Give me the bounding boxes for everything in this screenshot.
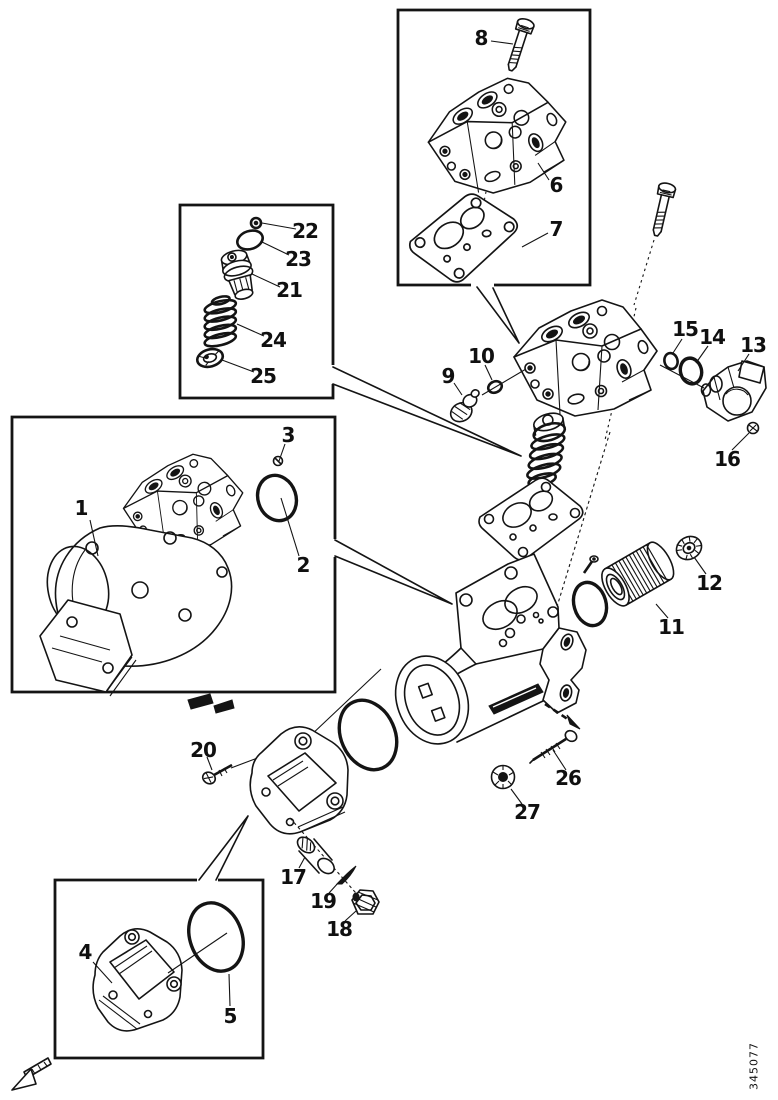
part-6-head: [423, 73, 573, 199]
callout-15: 15: [672, 317, 698, 341]
part-13-solenoid-valve: [702, 361, 767, 421]
callout-1: 1: [74, 496, 88, 520]
part-1-pump-assembly: [40, 450, 248, 713]
part-16-screw: [748, 423, 759, 434]
part-20-screw: [201, 765, 232, 786]
callout-14: 14: [699, 325, 725, 349]
part-12-nut: [672, 532, 706, 564]
part-head-main: [514, 300, 657, 416]
callout-25: 25: [250, 364, 276, 388]
part-4-cover: [93, 929, 182, 1031]
callout-2: 2: [296, 553, 310, 577]
callout-26: 26: [555, 766, 581, 790]
callout-7: 7: [549, 217, 563, 241]
callout-10: 10: [468, 344, 494, 368]
part-7-gasket: [405, 190, 522, 287]
part-stud: [584, 556, 598, 573]
callout-5: 5: [223, 1004, 237, 1028]
part-24-spring: [195, 294, 245, 349]
callout-13: 13: [740, 333, 766, 357]
part-front-cover: [250, 727, 348, 834]
part-3-screw: [274, 457, 283, 466]
part-5-oring: [180, 895, 253, 979]
callout-23: 23: [285, 247, 311, 271]
part-23-oring: [235, 227, 265, 252]
callout-11: 11: [658, 615, 684, 639]
part-11-gear: [596, 538, 678, 610]
part-22-seal: [251, 218, 261, 228]
callout-6: 6: [549, 173, 563, 197]
callout-22: 22: [292, 219, 318, 243]
figure-number: 345077: [747, 1042, 761, 1090]
callout-21: 21: [276, 278, 302, 302]
callout-12: 12: [696, 571, 722, 595]
part-2-oring: [252, 470, 302, 525]
callout-19: 19: [310, 889, 336, 913]
callout-8: 8: [474, 26, 488, 50]
callout-4: 4: [78, 940, 92, 964]
callout-17: 17: [280, 865, 306, 889]
part-25-seat: [195, 346, 225, 369]
callout-18: 18: [326, 917, 352, 941]
callout-3: 3: [281, 423, 295, 447]
callout-24: 24: [260, 328, 286, 352]
callout-20: 20: [190, 738, 216, 762]
part-18-fitting: [352, 890, 379, 914]
part-gasket-main: [479, 478, 583, 560]
part-9-fitting: [445, 369, 526, 425]
part-27-washer: [492, 765, 515, 789]
part-19-clip: [337, 866, 356, 884]
callout-9: 9: [441, 364, 455, 388]
front-direction-arrow: [12, 1058, 51, 1090]
callout-16: 16: [714, 447, 740, 471]
inset-box-valve-assembly: [180, 205, 333, 398]
part-17-plug: [295, 834, 338, 877]
callout-27: 27: [514, 800, 540, 824]
part-26-bolt: [530, 704, 580, 763]
